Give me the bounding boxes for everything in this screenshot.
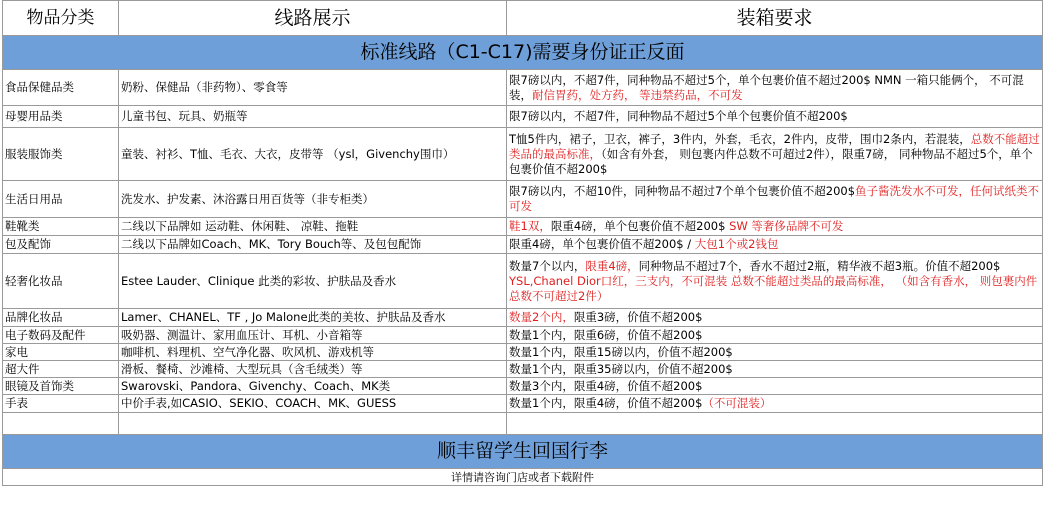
req-text-tail: 同种物品不超过7个，香水不超过2瓶，精华液不超3瓶。价值不超200$ xyxy=(638,258,1001,273)
row-route: Lamer、CHANEL、TF , Jo Malone此类的美妆、护肤品及香水 xyxy=(119,309,507,327)
banner-sf-student-luggage: 顺丰留学生回国行李 xyxy=(3,435,1043,469)
table-row xyxy=(3,361,1043,378)
table-row xyxy=(3,309,1043,327)
row-category: 鞋靴类 xyxy=(3,218,119,236)
req-text: 限7磅以内，不超10件，同种物品不超过7个单个包裹价值不超200$ xyxy=(509,184,856,198)
row-route: 童装、衬衫、T恤、毛衣、大衣，皮带等 （ysl，Givenchy围巾） xyxy=(119,128,507,181)
req-text: 限重4磅，单个包裹价值不超200$ xyxy=(550,219,726,233)
row-category: 母婴用品类 xyxy=(3,106,119,128)
req-text: 数量7个以内， xyxy=(509,258,586,273)
table-row xyxy=(3,218,1043,236)
req-warning: 大包1个或2钱包 xyxy=(694,237,779,251)
row-requirements: 数量1个内，限重15磅以内，价值不超200$ xyxy=(507,344,1043,361)
row-route: 吸奶器、测温计、家用血压计、耳机、小音箱等 xyxy=(119,327,507,344)
req-text: 数量1个内，限重4磅，价值不超200$ xyxy=(509,396,703,410)
header-row xyxy=(3,1,1043,36)
req-warning: （不可混装） xyxy=(702,396,772,410)
blank-row xyxy=(3,413,1043,435)
blank-cell xyxy=(3,413,119,435)
row-route: 洗发水、护发素、沐浴露日用百货等（非专柜类） xyxy=(119,181,507,218)
row-requirements xyxy=(507,128,1043,181)
row-requirements xyxy=(507,218,1043,236)
req-warning-2: YSL,Chanel Dior口红，三支内，不可混装 总数不能超过类品的最高标准， （如含有香水， 则包裹内件总数不可超过2件） xyxy=(509,273,1038,303)
row-requirements xyxy=(507,236,1043,254)
row-requirements: 数量3个内，限重4磅，价值不超200$ xyxy=(507,378,1043,395)
row-category: 轻奢化妆品 xyxy=(3,254,119,309)
row-category: 眼镜及首饰类 xyxy=(3,378,119,395)
row-route: 奶粉、保健品（非药物）、零食等 xyxy=(119,70,507,106)
table-row xyxy=(3,327,1043,344)
row-requirements: 数量1个内，限重6磅，价值不超200$ xyxy=(507,327,1043,344)
row-route: 中价手表,如CASIO、SEKIO、COACH、MK、GUESS xyxy=(119,395,507,413)
row-route: 滑板、餐椅、沙滩椅、大型玩具（含毛绒类）等 xyxy=(119,361,507,378)
req-text-tail: （如含有外套， 则包裹内件总数不可超过2件），限重7磅， 同种物品不超过5个，单个包裹价值不超200$ xyxy=(509,146,1033,176)
row-category: 电子数码及配件 xyxy=(3,327,119,344)
req-text: T恤5件内，裙子，卫衣，裤子，3件内，外套，毛衣，2件内，皮带，围巾2条内，若混装， xyxy=(509,131,971,146)
blank-cell xyxy=(507,413,1043,435)
req-warning: 总数不能超过类品的最高标准， xyxy=(509,131,1040,161)
table-row xyxy=(3,106,1043,128)
row-route: Swarovski、Pandora、Givenchy、Coach、MK类 xyxy=(119,378,507,395)
table-row xyxy=(3,70,1043,106)
req-warning: 耐信胃药，处方药， 等违禁药品，不可发 xyxy=(532,87,743,102)
banner-row xyxy=(3,36,1043,70)
row-category: 家电 xyxy=(3,344,119,361)
row-requirements xyxy=(507,395,1043,413)
row-requirements xyxy=(507,181,1043,218)
header-requirements: 装箱要求 xyxy=(507,1,1043,36)
req-warning: 鱼子酱洗发水不可发，任何试纸类不可发 xyxy=(509,184,1040,213)
req-warning-lead: 鞋1双， xyxy=(509,219,551,233)
row-requirements: 数量1个内，限重35磅以内，价值不超200$ xyxy=(507,361,1043,378)
req-text: 限7磅以内，不超7件，同种物品不超过5个单个包裹价值不超200$ xyxy=(509,109,848,123)
banner-row xyxy=(3,435,1043,469)
row-category: 手表 xyxy=(3,395,119,413)
row-route: 儿童书包、玩具、奶瓶等 xyxy=(119,106,507,128)
row-route: 咖啡机、料理机、空气净化器、吹风机、游戏机等 xyxy=(119,344,507,361)
table-row xyxy=(3,128,1043,181)
footer-note: 详情请咨询门店或者下载附件 xyxy=(3,469,1043,486)
row-category: 食品保健品类 xyxy=(3,70,119,106)
shipping-rules-table xyxy=(2,0,1043,486)
table-row xyxy=(3,395,1043,413)
blank-cell xyxy=(119,413,507,435)
req-warning: SW 等奢侈品牌不可发 xyxy=(729,219,844,233)
req-text: 限7磅以内，不超7件，同种物品不超过5个，单个包裹价值不超过200$ NMN 一箱只能俩个， 不可混装， xyxy=(509,72,1024,102)
table-row xyxy=(3,181,1043,218)
row-requirements xyxy=(507,106,1043,128)
req-text: 限重4磅，单个包裹价值不超200$ / xyxy=(509,237,692,251)
row-requirements xyxy=(507,254,1043,309)
row-category: 服装服饰类 xyxy=(3,128,119,181)
table-row xyxy=(3,378,1043,395)
banner-standard-route: 标准线路（C1-C17)需要身份证正反面 xyxy=(3,36,1043,70)
row-category: 品牌化妆品 xyxy=(3,309,119,327)
row-requirements xyxy=(507,309,1043,327)
footer-row xyxy=(3,469,1043,486)
row-requirements xyxy=(507,70,1043,106)
row-route: 二线以下品牌如Coach、MK、Tory Bouch等、及包包配饰 xyxy=(119,236,507,254)
row-category: 包及配饰 xyxy=(3,236,119,254)
row-route: Estee Lauder、Clinique 此类的彩妆、护肤品及香水 xyxy=(119,254,507,309)
table-row xyxy=(3,254,1043,309)
req-text: 限重3磅，价值不超200$ xyxy=(573,310,703,324)
req-warning-lead: 数量2个内， xyxy=(509,310,574,324)
row-category: 超大件 xyxy=(3,361,119,378)
header-route: 线路展示 xyxy=(119,1,507,36)
row-route: 二线以下品牌如 运动鞋、休闲鞋、 凉鞋、拖鞋 xyxy=(119,218,507,236)
table-row xyxy=(3,236,1043,254)
table-row xyxy=(3,344,1043,361)
header-category: 物品分类 xyxy=(3,1,119,36)
req-warning: 限重4磅， xyxy=(585,258,639,273)
row-category: 生活日用品 xyxy=(3,181,119,218)
